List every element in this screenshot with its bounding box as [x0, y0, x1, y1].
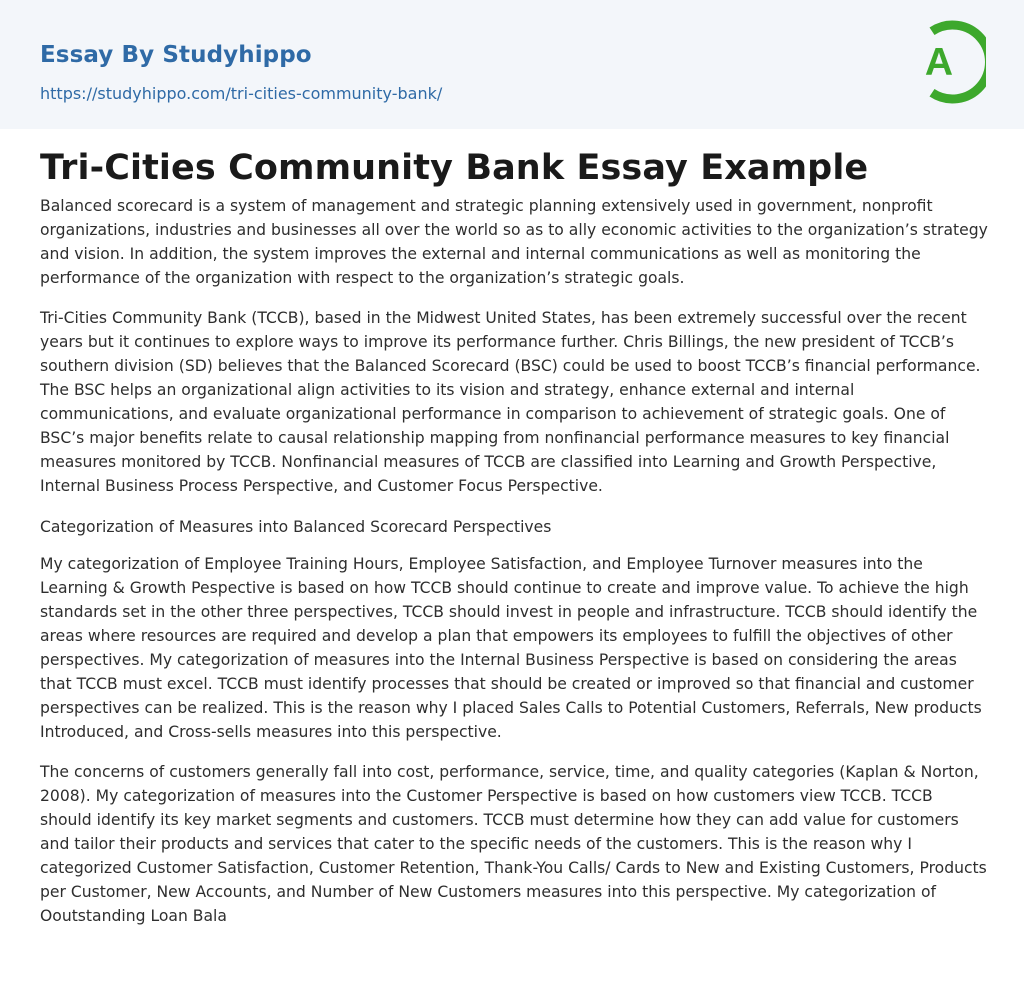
studyhippo-logo-icon[interactable]	[912, 19, 986, 105]
section-subheading: Categorization of Measures into Balanced Scorecard Perspectives	[40, 518, 552, 536]
site-header	[0, 0, 1024, 129]
paragraph-4: The concerns of customers generally fall into cost, performance, service, time, and quality categories (Kaplan & Norton, 2008). My categorization of measures into the Customer Perspective is based on how customers view TCCB. TCCB should identify its key market segments and customers. TCCB must determine how they can add value for customers and tailor their products and services that cater to the specific needs of the customers. This is the reason why I categorized Customer Satisfaction, Customer Retention, Thank-You Calls/ Cards to New and Existing Customers, Products per Customer, New Accounts, and Number of New Customers measures into this perspective. My categorization of Ooutstanding Loan Bala	[40, 763, 987, 925]
page-title: Tri-Cities Community Bank Essay Example	[40, 148, 869, 188]
paragraph-1: Balanced scorecard is a system of management and strategic planning extensively used in government, nonprofit organizations, industries and businesses all over the world so as to ally economic activities to the organization’s strategy and vision. In addition, the system improves the external and internal communications as well as monitoring the performance of the organization with respect to the organization’s strategic goals.	[40, 197, 988, 287]
paragraph-2: Tri-Cities Community Bank (TCCB), based in the Midwest United States, has been extremely successful over the recent years but it continues to explore ways to improve its performance further. Chris Billings, the new president of TCCB’s southern division (SD) believes that the Balanced Scorecard (BSC) could be used to boost TCCB’s financial performance. The BSC helps an organizational align activities to its vision and strategy, enhance external and internal communications, and evaluate organizational performance in comparison to achievement of strategic goals. One of BSC’s major benefits relate to causal relationship mapping from nonfinancial performance measures to key financial measures monitored by TCCB. Nonfinancial measures of TCCB are classified into Learning and Growth Perspective, Internal Business Process Perspective, and Customer Focus Perspective.	[40, 309, 981, 495]
logo-letter: A	[924, 41, 954, 84]
brand-title: Essay By Studyhippo	[40, 42, 312, 68]
article	[40, 129, 988, 928]
paragraph-3: My categorization of Employee Training Hours, Employee Satisfaction, and Employee Turnover measures into the Learning & Growth Pespective is based on how TCCB should continue to create and improve value. To achieve the high standards set in the other three perspectives, TCCB should invest in people and infrastructure. TCCB should identify the areas where resources are required and develop a plan that empowers its employees to fulfill the objectives of other perspectives. My categorization of measures into the Internal Business Perspective is based on considering the areas that TCCB must excel. TCCB must identify processes that should be created or improved so that financial and customer perspectives can be realized. This is the reason why I placed Sales Calls to Potential Customers, Referrals, New products Introduced, and Cross-sells measures into this perspective.	[40, 555, 982, 741]
source-url-link[interactable]: https://studyhippo.com/tri-cities-community-bank/	[40, 84, 443, 103]
